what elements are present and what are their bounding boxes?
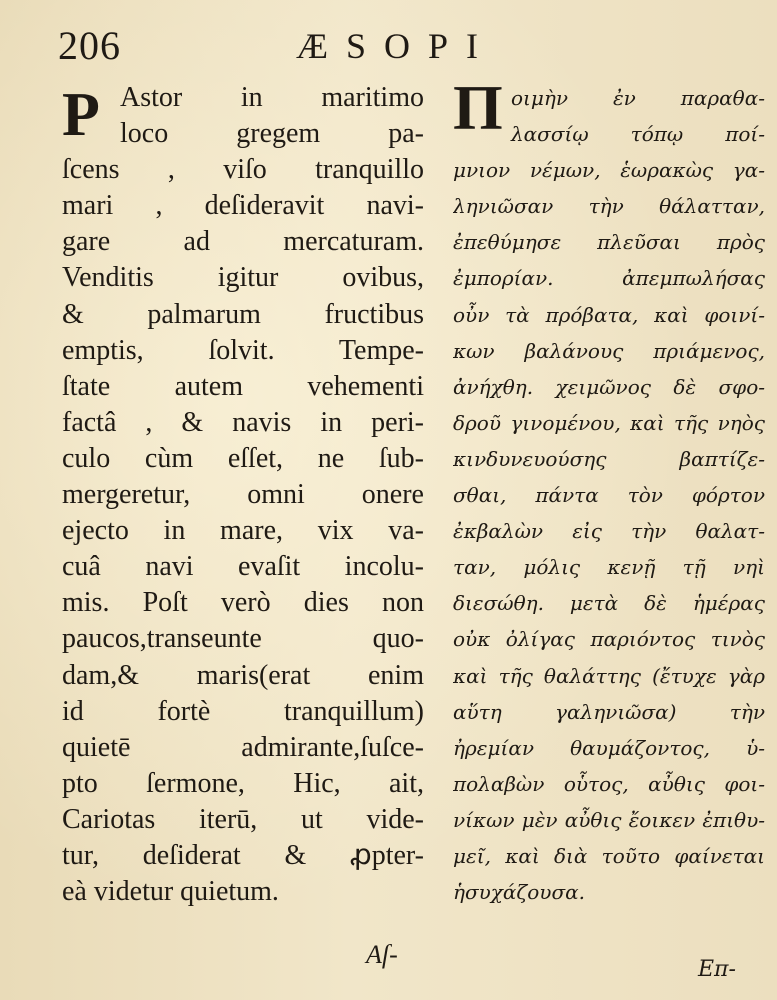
greek-line: ταν, μόλις κενῇ τῇ νηὶ xyxy=(453,555,765,580)
greek-line: ἡσυχάζουσα. xyxy=(453,880,585,905)
greek-line: πολαβὼν οὗτος, αὖθις φοι- xyxy=(453,771,765,796)
latin-line: pto ſermone, Hic, ait, xyxy=(62,767,424,799)
latin-line: mari , deſideravit navi- xyxy=(62,190,424,222)
latin-catchword: Aſ- xyxy=(366,940,398,969)
latin-line: mis. Poſt verò dies non xyxy=(62,587,424,619)
latin-line: cuâ navi evaſit incolu- xyxy=(62,551,424,583)
greek-line: μνιον νέμων, ἑωρακὼς γα- xyxy=(453,158,765,183)
latin-line: Astor in maritimo xyxy=(120,82,424,113)
latin-line: Cariotas iterū, ut vide- xyxy=(62,803,424,835)
latin-drop-initial: P xyxy=(62,81,100,149)
greek-column xyxy=(453,80,765,910)
greek-line: οὖν τὰ πρόβατα, καὶ φοινί- xyxy=(453,302,765,327)
latin-line: Venditis igitur ovibus, xyxy=(62,262,424,294)
greek-line: οιμὴν ἐν παραθα- xyxy=(511,86,765,110)
page-number: 206 xyxy=(58,23,121,68)
greek-line: ἐμπορίαν. ἀπεμπωλήσας xyxy=(453,266,765,291)
greek-line: ληνιῶσαν τὴν θάλατταν, xyxy=(453,194,765,219)
greek-line: νίκων μὲν αὖθις ἔοικεν ἐπιθυ- xyxy=(453,807,765,832)
greek-line: ἐπεθύμησε πλεῦσαι πρὸς xyxy=(453,230,765,255)
latin-line: eà videtur quietum. xyxy=(62,876,279,908)
latin-line: ſcens , viſo tranquillo xyxy=(62,154,424,186)
greek-line: αὕτη γαληνιῶσα) τὴν xyxy=(453,699,765,724)
greek-line: ἐκβαλὼν εἰς τὴν θαλατ- xyxy=(453,519,765,544)
latin-line: loco gregem pa- xyxy=(120,118,424,150)
latin-line: mergeretur, omni onere xyxy=(62,479,424,511)
latin-column xyxy=(62,80,424,910)
greek-line: δροῦ γινομένου, καὶ τῆς νηὸς xyxy=(453,410,765,435)
latin-line: gare ad mercaturam. xyxy=(62,226,424,258)
greek-line: κινδυνευούσης βαπτίζε- xyxy=(453,446,765,471)
greek-line: ἀνήχθη. χειμῶνος δὲ σφο- xyxy=(453,374,765,399)
greek-line: κων βαλάνους πριάμενος, xyxy=(453,338,765,363)
running-head: ÆSOPI xyxy=(296,26,497,66)
latin-line: id fortè tranquillum) xyxy=(62,695,424,727)
greek-catchword: Επ- xyxy=(698,957,736,982)
latin-line: factâ , & navis in peri- xyxy=(62,406,424,438)
latin-line: ſtate autem vehementi xyxy=(62,370,424,402)
latin-line: emptis, ſolvit. Tempe- xyxy=(62,334,424,366)
greek-line: καὶ τῆς θαλάττης (ἔτυχε γὰρ xyxy=(453,663,765,688)
greek-line: ἠρεμίαν θαυμάζοντος, ὑ- xyxy=(453,735,765,760)
latin-line: dam,& maris(erat enim xyxy=(62,659,424,691)
latin-line: ejecto in mare, vix va- xyxy=(62,515,424,547)
latin-line: quietē admirante,ſuſce- xyxy=(62,731,424,763)
greek-line: διεσώθη. μετὰ δὲ ἡμέρας xyxy=(453,591,765,616)
greek-line: σθαι, πάντα τὸν φόρτον xyxy=(453,483,765,508)
latin-line: tur, deſiderat & ꝓpter- xyxy=(62,839,424,871)
greek-drop-initial: Π xyxy=(453,72,503,143)
greek-line: μεῖ, καὶ διὰ τοῦτο φαίνεται xyxy=(453,843,765,868)
page-header xyxy=(58,22,738,72)
greek-line: λασσίῳ τόπῳ ποί- xyxy=(511,122,765,147)
latin-line: culo cùm eſſet, ne ſub- xyxy=(62,442,424,474)
latin-line: & palmarum fructibus xyxy=(62,298,424,330)
greek-line: οὐκ ὀλίγας παριόντος τινὸς xyxy=(453,627,765,652)
latin-line: paucos,transeunte quo- xyxy=(62,623,424,655)
